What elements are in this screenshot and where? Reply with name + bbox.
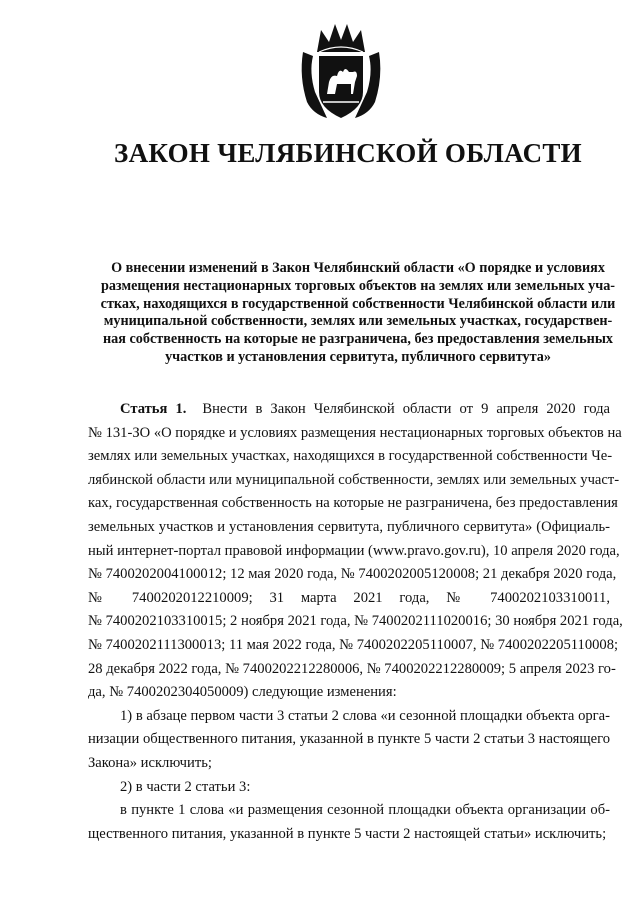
subject-line: муниципальной собственности, землях или земельных участках, государствен- — [103, 313, 613, 330]
article-body — [88, 398, 623, 846]
body-line: № 7400202012210009; 31 марта 2021 года, № 7400202103310011, — [88, 589, 610, 606]
body-line: да, № 7400202304050009) следующие изменения: — [88, 684, 397, 701]
subject-line: О внесении изменений в Закон Челябинский области «О порядке и условиях — [111, 260, 605, 276]
subject-line: участков и установления сервитута, публичного сервитута» — [165, 348, 551, 365]
item2-heading: 2) в части 2 статьи 3: — [120, 778, 251, 795]
subject-line: ная собственность на которые не разграничена, без предоставления земельных — [103, 331, 613, 348]
body-line: землях или земельных участках, находящихся в государственной собственности Че- — [88, 448, 613, 465]
article-first-line — [88, 398, 610, 422]
subject-line: размещения нестационарных торговых объектов на землях или земельных уча- — [100, 277, 616, 294]
body-line: ный интернет-портал правовой информации (www.pravo.gov.ru), 10 апреля 2020 года, — [88, 542, 620, 559]
body-line: ках, государственная собственность на которые не разграничена, без предоставления — [88, 495, 618, 512]
body-line: № 7400202004100012; 12 мая 2020 года, № 7400202005120008; 21 декабря 2020 года, — [88, 566, 617, 583]
law-title: ЗАКОН ЧЕЛЯБИНСКОЙ ОБЛАСТИ — [114, 138, 582, 168]
item1-line: низации общественного питания, указанной в пункте 5 части 2 статьи 3 настоящего — [88, 731, 610, 748]
body-line: земельных участков и установления сервитута, публичного сервитута» (Официаль- — [88, 518, 610, 535]
item2-line: щественного питания, указанной в пункте 5 части 2 настоящей статьи» исключить; — [88, 825, 607, 842]
subject-line: стках, находящихся в государственной собственности Челябинской области или — [100, 295, 616, 312]
item2-line: в пункте 1 слова «и размещения сезонной площадки объекта организации об- — [120, 802, 610, 819]
chelyabinsk-coat-of-arms-icon — [297, 22, 385, 122]
item1-line: Закона» исключить; — [88, 754, 212, 771]
body-line: № 7400202111300013; 11 мая 2022 года, № 7400202205110007, № 7400202205110008; — [88, 636, 619, 653]
law-subject — [88, 260, 628, 367]
article-label: Статья 1. — [120, 401, 187, 417]
body-line: лябинской области или муниципальной собственности, землях или земельных участ- — [88, 471, 620, 488]
body-line: 28 декабря 2022 года, № 7400202212280006, № 7400202212280009; 5 апреля 2023 го- — [88, 660, 616, 677]
body-line: № 131-ЗО «О порядке и условиях размещения нестационарных торговых объектов на — [88, 424, 622, 441]
body-line: Внести в Закон Челябинской области от 9 апреля 2020 года — [202, 401, 610, 417]
item1-line: 1) в абзаце первом части 3 статьи 2 слова «и сезонной площадки объекта орга- — [120, 707, 610, 724]
body-line: № 7400202103310015; 2 ноября 2021 года, № 7400202111020016; 30 ноября 2021 года, — [88, 613, 623, 630]
